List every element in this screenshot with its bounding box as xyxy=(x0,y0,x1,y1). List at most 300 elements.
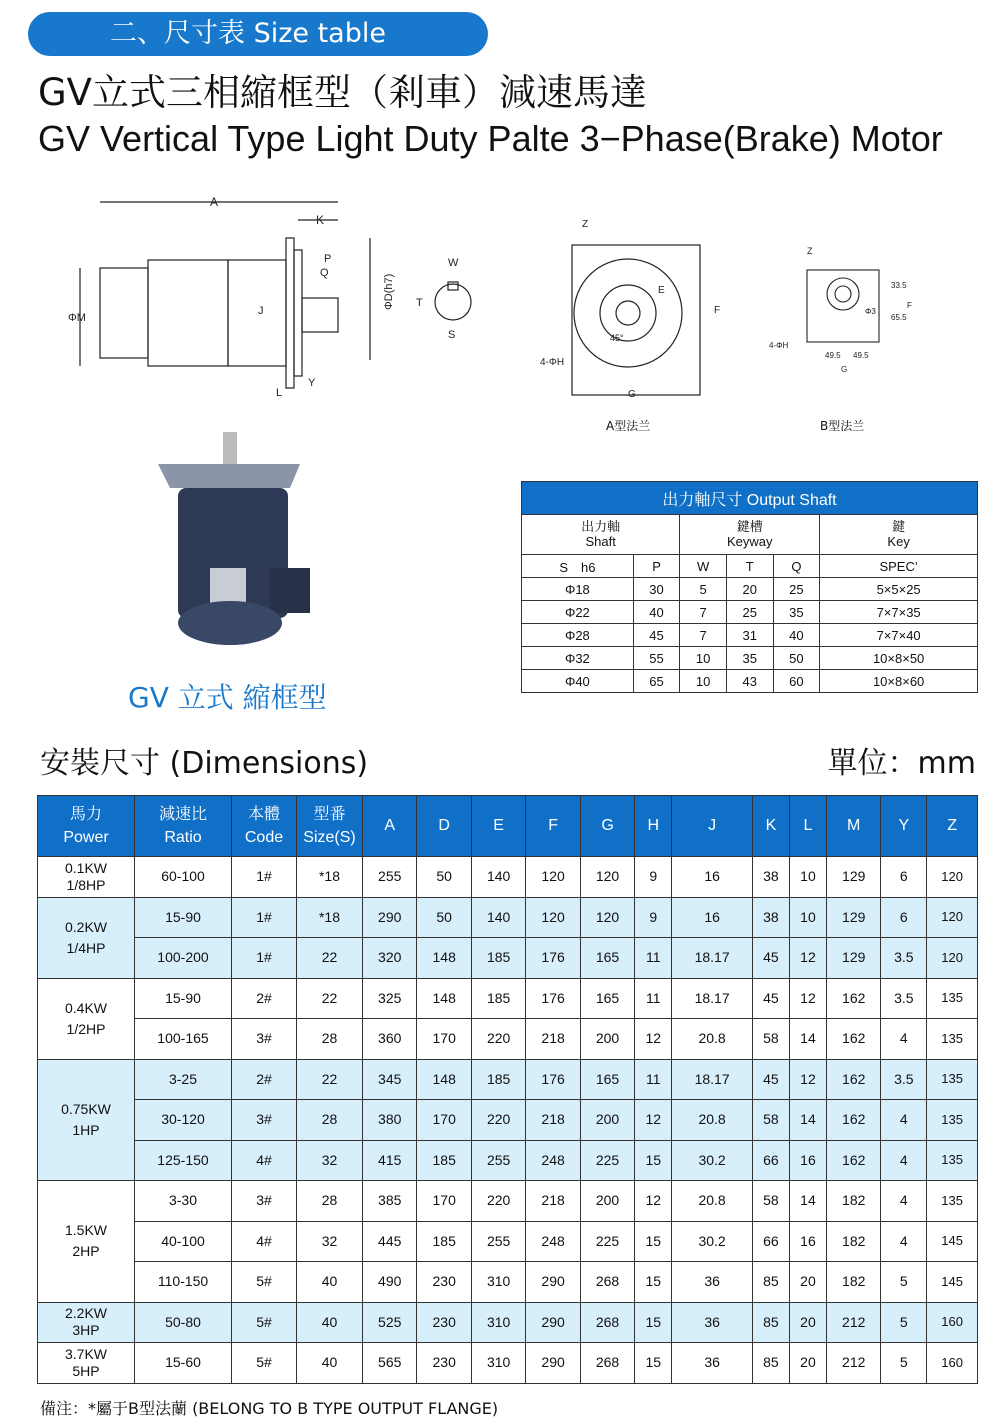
table-cell: 200 xyxy=(580,1100,634,1141)
header-line: F xyxy=(548,817,558,835)
svg-text:33.5: 33.5 xyxy=(891,281,907,290)
table-cell: 40 xyxy=(297,1343,363,1384)
table-cell: 176 xyxy=(526,938,580,979)
svg-text:W: W xyxy=(448,257,459,269)
table-cell: 5×5×25 xyxy=(820,578,978,601)
table-cell: 36 xyxy=(672,1343,753,1384)
table-row xyxy=(522,624,978,647)
flange-a-drawing xyxy=(530,215,730,415)
table-cell: 50 xyxy=(417,897,471,938)
svg-text:L: L xyxy=(276,387,283,399)
header-line: M xyxy=(847,817,861,835)
shaft-col-header: SPEC’ xyxy=(820,555,978,578)
table-cell: 5 xyxy=(881,1262,927,1303)
table-cell: 385 xyxy=(363,1181,417,1222)
shaft-col-header: W xyxy=(680,555,727,578)
table-cell: 255 xyxy=(471,1140,525,1181)
table-cell: 36 xyxy=(672,1262,753,1303)
header-line: E xyxy=(493,817,504,835)
table-cell: 325 xyxy=(363,978,417,1019)
title-cn: GV立式三相縮框型（剎車）減速馬達 xyxy=(38,71,647,114)
table-cell: 50-80 xyxy=(135,1302,232,1343)
table-row xyxy=(522,670,978,693)
svg-text:Φ3: Φ3 xyxy=(865,307,876,316)
table-cell: 66 xyxy=(752,1140,789,1181)
table-row xyxy=(38,938,978,979)
table-cell: 28 xyxy=(297,1181,363,1222)
shaft-col-header: T xyxy=(726,555,773,578)
table-cell: 4 xyxy=(881,1221,927,1262)
table-cell: 6 xyxy=(881,897,927,938)
table-cell: 220 xyxy=(471,1019,525,1060)
table-cell: 4 xyxy=(881,1019,927,1060)
table-cell: 3.5 xyxy=(881,978,927,1019)
shaft-group-header xyxy=(522,515,680,555)
table-cell: 230 xyxy=(417,1302,471,1343)
table-cell: 135 xyxy=(927,1181,978,1222)
svg-text:A: A xyxy=(210,195,219,209)
power-line: 0.2KW xyxy=(64,918,107,935)
table-cell: 43 xyxy=(726,670,773,693)
table-cell: 185 xyxy=(417,1140,471,1181)
table-cell: 14 xyxy=(789,1181,826,1222)
table-cell: 35 xyxy=(773,601,820,624)
svg-text:T: T xyxy=(416,297,423,309)
table-cell: 10×8×60 xyxy=(820,670,978,693)
table-cell: 3-30 xyxy=(135,1181,232,1222)
side-view-drawing xyxy=(60,190,400,410)
output-shaft-table xyxy=(521,481,978,693)
power-line: 1.5KW xyxy=(64,1222,107,1239)
table-cell: 50 xyxy=(773,647,820,670)
table-cell: 30-120 xyxy=(135,1100,232,1141)
header-line: A xyxy=(384,817,396,835)
header-line: K xyxy=(765,817,777,835)
column-header xyxy=(752,796,789,857)
table-cell: 45 xyxy=(752,978,789,1019)
table-cell: 100-200 xyxy=(135,938,232,979)
table-cell: 30.2 xyxy=(672,1140,753,1181)
group-cn: 出力軸 xyxy=(581,518,621,534)
power-cell xyxy=(38,897,135,978)
column-header xyxy=(417,796,471,857)
column-header xyxy=(881,796,927,857)
table-cell: 290 xyxy=(526,1343,580,1384)
table-cell: 32 xyxy=(297,1221,363,1262)
shaft-group-header xyxy=(820,515,978,555)
svg-text:J: J xyxy=(258,305,264,317)
table-cell: 25 xyxy=(773,578,820,601)
table-cell: 290 xyxy=(363,897,417,938)
table-cell: 10×8×50 xyxy=(820,647,978,670)
table-cell: 3# xyxy=(232,1181,297,1222)
table-cell: 4 xyxy=(881,1181,927,1222)
column-header xyxy=(826,796,880,857)
table-cell: 10 xyxy=(680,647,727,670)
table-row xyxy=(38,1221,978,1262)
column-header xyxy=(672,796,753,857)
table-cell: 248 xyxy=(526,1140,580,1181)
table-cell: 162 xyxy=(826,1140,880,1181)
table-cell: 212 xyxy=(826,1343,880,1384)
table-cell: 160 xyxy=(927,1343,978,1384)
table-cell: 218 xyxy=(526,1100,580,1141)
table-cell: 58 xyxy=(752,1100,789,1141)
flange-b-label: B型法兰 xyxy=(820,419,865,433)
table-cell: 55 xyxy=(633,647,680,670)
table-cell: 148 xyxy=(417,1059,471,1100)
table-cell: 28 xyxy=(297,1100,363,1141)
table-cell: 15 xyxy=(635,1343,672,1384)
power-line: 0.75KW xyxy=(61,1100,111,1117)
table-cell: 248 xyxy=(526,1221,580,1262)
table-cell: 7 xyxy=(680,624,727,647)
table-cell: 20 xyxy=(789,1302,826,1343)
table-cell: 310 xyxy=(471,1302,525,1343)
table-cell: 1# xyxy=(232,897,297,938)
power-line: 1/2HP xyxy=(66,1020,106,1037)
table-cell: 100-165 xyxy=(135,1019,232,1060)
table-cell: 5# xyxy=(232,1302,297,1343)
svg-text:G: G xyxy=(841,365,848,374)
table-cell: 380 xyxy=(363,1100,417,1141)
table-cell: 58 xyxy=(752,1181,789,1222)
motor-photo xyxy=(150,428,320,658)
table-cell: 120 xyxy=(927,938,978,979)
table-cell: 45 xyxy=(752,938,789,979)
table-cell: Φ32 xyxy=(522,647,634,670)
table-cell: 182 xyxy=(826,1181,880,1222)
header-line: J xyxy=(708,817,717,835)
table-cell: 220 xyxy=(471,1181,525,1222)
table-cell: 5# xyxy=(232,1343,297,1384)
table-cell: 2# xyxy=(232,978,297,1019)
svg-text:65.5: 65.5 xyxy=(891,313,907,322)
table-cell: 18.17 xyxy=(672,938,753,979)
table-cell: 60 xyxy=(773,670,820,693)
table-cell: 225 xyxy=(580,1221,634,1262)
table-row xyxy=(522,601,978,624)
column-header xyxy=(789,796,826,857)
power-line: 3HP xyxy=(72,1322,100,1339)
power-cell xyxy=(38,1181,135,1303)
table-cell: 11 xyxy=(635,1059,672,1100)
unit-label: 單位：mm xyxy=(827,746,976,781)
table-cell: 415 xyxy=(363,1140,417,1181)
dimensions-table xyxy=(37,795,978,1384)
table-row xyxy=(38,1343,978,1384)
power-cell xyxy=(38,1059,135,1181)
table-cell: 3# xyxy=(232,1100,297,1141)
table-cell: 120 xyxy=(580,857,634,898)
table-cell: 12 xyxy=(635,1100,672,1141)
table-cell: 3.5 xyxy=(881,938,927,979)
table-row xyxy=(38,1140,978,1181)
table-row xyxy=(38,1059,978,1100)
header-line: Ratio xyxy=(164,829,202,846)
table-cell: 28 xyxy=(297,1019,363,1060)
table-cell: 200 xyxy=(580,1019,634,1060)
svg-text:49.5: 49.5 xyxy=(825,351,841,360)
table-cell: 110-150 xyxy=(135,1262,232,1303)
svg-text:P: P xyxy=(324,253,332,265)
table-cell: 160 xyxy=(927,1302,978,1343)
table-cell: 38 xyxy=(752,897,789,938)
svg-text:4-ΦH: 4-ΦH xyxy=(769,341,789,350)
table-cell: 185 xyxy=(471,978,525,1019)
table-cell: 36 xyxy=(672,1302,753,1343)
table-row xyxy=(38,897,978,938)
table-cell: 16 xyxy=(789,1221,826,1262)
table-cell: 16 xyxy=(789,1140,826,1181)
power-line: 2HP xyxy=(72,1243,100,1260)
table-cell: 14 xyxy=(789,1019,826,1060)
table-cell: 20.8 xyxy=(672,1019,753,1060)
table-cell: 165 xyxy=(580,1059,634,1100)
header-line: 減速比 xyxy=(158,805,207,823)
table-cell: 135 xyxy=(927,978,978,1019)
table-cell: 32 xyxy=(297,1140,363,1181)
table-cell: 40 xyxy=(297,1262,363,1303)
header-line: 型番 xyxy=(313,805,346,823)
table-cell: 165 xyxy=(580,938,634,979)
table-cell: 290 xyxy=(526,1262,580,1303)
header-line: 馬力 xyxy=(69,805,102,823)
svg-text:Y: Y xyxy=(308,377,316,389)
table-cell: 5# xyxy=(232,1262,297,1303)
power-cell xyxy=(38,1302,135,1343)
table-cell: 11 xyxy=(635,978,672,1019)
power-cell xyxy=(38,978,135,1059)
table-cell: 22 xyxy=(297,1059,363,1100)
table-cell: 7×7×40 xyxy=(820,624,978,647)
table-cell: 22 xyxy=(297,938,363,979)
dimensions-title: 安裝尺寸 (Dimensions) xyxy=(40,746,369,781)
table-cell: 12 xyxy=(635,1181,672,1222)
shaft-col-header: Q xyxy=(773,555,820,578)
power-cell xyxy=(38,857,135,898)
table-cell: 7 xyxy=(680,601,727,624)
table-cell: 18.17 xyxy=(672,978,753,1019)
shaft-col-header: P xyxy=(633,555,680,578)
table-cell: 10 xyxy=(680,670,727,693)
header-line: D xyxy=(438,817,450,835)
table-cell: 3# xyxy=(232,1019,297,1060)
table-cell: 135 xyxy=(927,1140,978,1181)
header-line: 本體 xyxy=(247,805,280,823)
table-cell: 2# xyxy=(232,1059,297,1100)
shaft-group-header xyxy=(680,515,820,555)
table-cell: Φ18 xyxy=(522,578,634,601)
table-cell: 25 xyxy=(726,601,773,624)
header-line: Size(S) xyxy=(303,829,356,846)
table-cell: 162 xyxy=(826,1019,880,1060)
svg-text:4-ΦH: 4-ΦH xyxy=(540,357,565,368)
table-cell: Φ28 xyxy=(522,624,634,647)
power-line: 0.4KW xyxy=(64,999,107,1016)
table-cell: 176 xyxy=(526,1059,580,1100)
table-cell: 182 xyxy=(826,1262,880,1303)
table-row xyxy=(38,978,978,1019)
table-row xyxy=(38,1302,978,1343)
table-cell: 20.8 xyxy=(672,1181,753,1222)
table-cell: 360 xyxy=(363,1019,417,1060)
table-cell: 165 xyxy=(580,978,634,1019)
table-cell: *18 xyxy=(297,897,363,938)
table-cell: 15-90 xyxy=(135,897,232,938)
header-line: L xyxy=(803,817,813,835)
table-cell: 310 xyxy=(471,1262,525,1303)
table-cell: 182 xyxy=(826,1221,880,1262)
table-cell: 20 xyxy=(789,1343,826,1384)
shaft-table-title: 出力軸尺寸 Output Shaft xyxy=(522,482,978,515)
table-cell: 145 xyxy=(927,1221,978,1262)
table-cell: 345 xyxy=(363,1059,417,1100)
table-cell: 212 xyxy=(826,1302,880,1343)
table-row xyxy=(38,1100,978,1141)
table-row xyxy=(38,1181,978,1222)
table-cell: 220 xyxy=(471,1100,525,1141)
column-header xyxy=(38,796,135,857)
table-cell: 145 xyxy=(927,1262,978,1303)
svg-text:K: K xyxy=(316,213,325,227)
table-cell: 135 xyxy=(927,1019,978,1060)
table-cell: 14 xyxy=(789,1100,826,1141)
table-cell: 230 xyxy=(417,1262,471,1303)
table-cell: 5 xyxy=(881,1343,927,1384)
table-cell: 15 xyxy=(635,1302,672,1343)
svg-text:Z: Z xyxy=(582,219,589,230)
table-cell: 20 xyxy=(789,1262,826,1303)
group-en: Keyway xyxy=(727,533,773,549)
table-cell: 15-60 xyxy=(135,1343,232,1384)
table-cell: 9 xyxy=(635,857,672,898)
table-row xyxy=(522,647,978,670)
power-line: 3.7KW xyxy=(64,1345,107,1362)
table-cell: 140 xyxy=(471,857,525,898)
table-cell: 4 xyxy=(881,1140,927,1181)
svg-text:Q: Q xyxy=(320,267,329,279)
table-cell: 120 xyxy=(927,857,978,898)
table-cell: 58 xyxy=(752,1019,789,1060)
footnote: 備注：*屬于B型法蘭 (BELONG TO B TYPE OUTPUT FLANGE) xyxy=(40,1399,499,1418)
table-cell: 85 xyxy=(752,1343,789,1384)
table-cell: 4 xyxy=(881,1100,927,1141)
column-header xyxy=(297,796,363,857)
column-header xyxy=(580,796,634,857)
svg-text:S: S xyxy=(448,329,456,341)
table-cell: 129 xyxy=(826,857,880,898)
table-cell: 162 xyxy=(826,1100,880,1141)
table-cell: 5 xyxy=(881,1302,927,1343)
table-cell: 40 xyxy=(297,1302,363,1343)
table-cell: 16 xyxy=(672,897,753,938)
table-row xyxy=(522,578,978,601)
svg-text:ΦD(h7): ΦD(h7) xyxy=(383,273,395,310)
table-cell: 15 xyxy=(635,1140,672,1181)
shaft-section-drawing xyxy=(410,250,480,350)
table-cell: 15 xyxy=(635,1262,672,1303)
header-line: Y xyxy=(898,817,910,835)
table-cell: 170 xyxy=(417,1100,471,1141)
column-header xyxy=(927,796,978,857)
table-cell: 129 xyxy=(826,897,880,938)
power-line: 5HP xyxy=(72,1362,100,1379)
table-cell: 162 xyxy=(826,1059,880,1100)
group-cn: 鍵 xyxy=(892,518,906,534)
table-cell: 120 xyxy=(526,857,580,898)
table-cell: 135 xyxy=(927,1059,978,1100)
table-cell: 140 xyxy=(471,897,525,938)
table-cell: 268 xyxy=(580,1262,634,1303)
table-cell: 230 xyxy=(417,1343,471,1384)
table-cell: 11 xyxy=(635,938,672,979)
table-cell: 176 xyxy=(526,978,580,1019)
table-cell: 185 xyxy=(417,1221,471,1262)
table-cell: 5 xyxy=(680,578,727,601)
table-cell: 1# xyxy=(232,857,297,898)
table-cell: 9 xyxy=(635,897,672,938)
group-en: Key xyxy=(887,533,910,549)
svg-text:G: G xyxy=(628,389,636,400)
table-cell: 50 xyxy=(417,857,471,898)
table-cell: 38 xyxy=(752,857,789,898)
table-row xyxy=(38,1262,978,1303)
power-line: 1HP xyxy=(72,1121,100,1138)
table-cell: 30.2 xyxy=(672,1221,753,1262)
table-row xyxy=(38,1019,978,1060)
table-cell: 290 xyxy=(526,1302,580,1343)
table-cell: 170 xyxy=(417,1181,471,1222)
table-cell: 268 xyxy=(580,1343,634,1384)
svg-text:F: F xyxy=(907,301,912,310)
table-cell: 45 xyxy=(633,624,680,647)
column-header xyxy=(526,796,580,857)
table-cell: 120 xyxy=(580,897,634,938)
flange-b-drawing xyxy=(765,240,915,380)
column-header xyxy=(135,796,232,857)
motor-caption: GV 立式 縮框型 xyxy=(128,681,327,714)
table-cell: 15-90 xyxy=(135,978,232,1019)
table-cell: 4# xyxy=(232,1140,297,1181)
group-en: Shaft xyxy=(585,533,616,549)
header-line: Power xyxy=(63,829,109,846)
svg-text:49.5: 49.5 xyxy=(853,351,869,360)
column-header xyxy=(363,796,417,857)
table-cell: Φ22 xyxy=(522,601,634,624)
table-cell: 31 xyxy=(726,624,773,647)
table-cell: 129 xyxy=(826,938,880,979)
table-cell: Φ40 xyxy=(522,670,634,693)
svg-text:45°: 45° xyxy=(610,333,624,343)
table-cell: 40 xyxy=(773,624,820,647)
table-cell: 20 xyxy=(726,578,773,601)
table-cell: 12 xyxy=(789,938,826,979)
table-cell: 12 xyxy=(635,1019,672,1060)
power-line: 2.2KW xyxy=(64,1305,107,1322)
table-cell: 40 xyxy=(633,601,680,624)
table-cell: 6 xyxy=(881,857,927,898)
svg-text:Z: Z xyxy=(807,246,813,256)
table-cell: 148 xyxy=(417,938,471,979)
table-cell: 185 xyxy=(471,938,525,979)
power-line: 0.1KW xyxy=(64,859,107,876)
table-cell: 7×7×35 xyxy=(820,601,978,624)
table-cell: 120 xyxy=(927,897,978,938)
table-cell: 225 xyxy=(580,1140,634,1181)
table-cell: 4# xyxy=(232,1221,297,1262)
table-cell: 125-150 xyxy=(135,1140,232,1181)
